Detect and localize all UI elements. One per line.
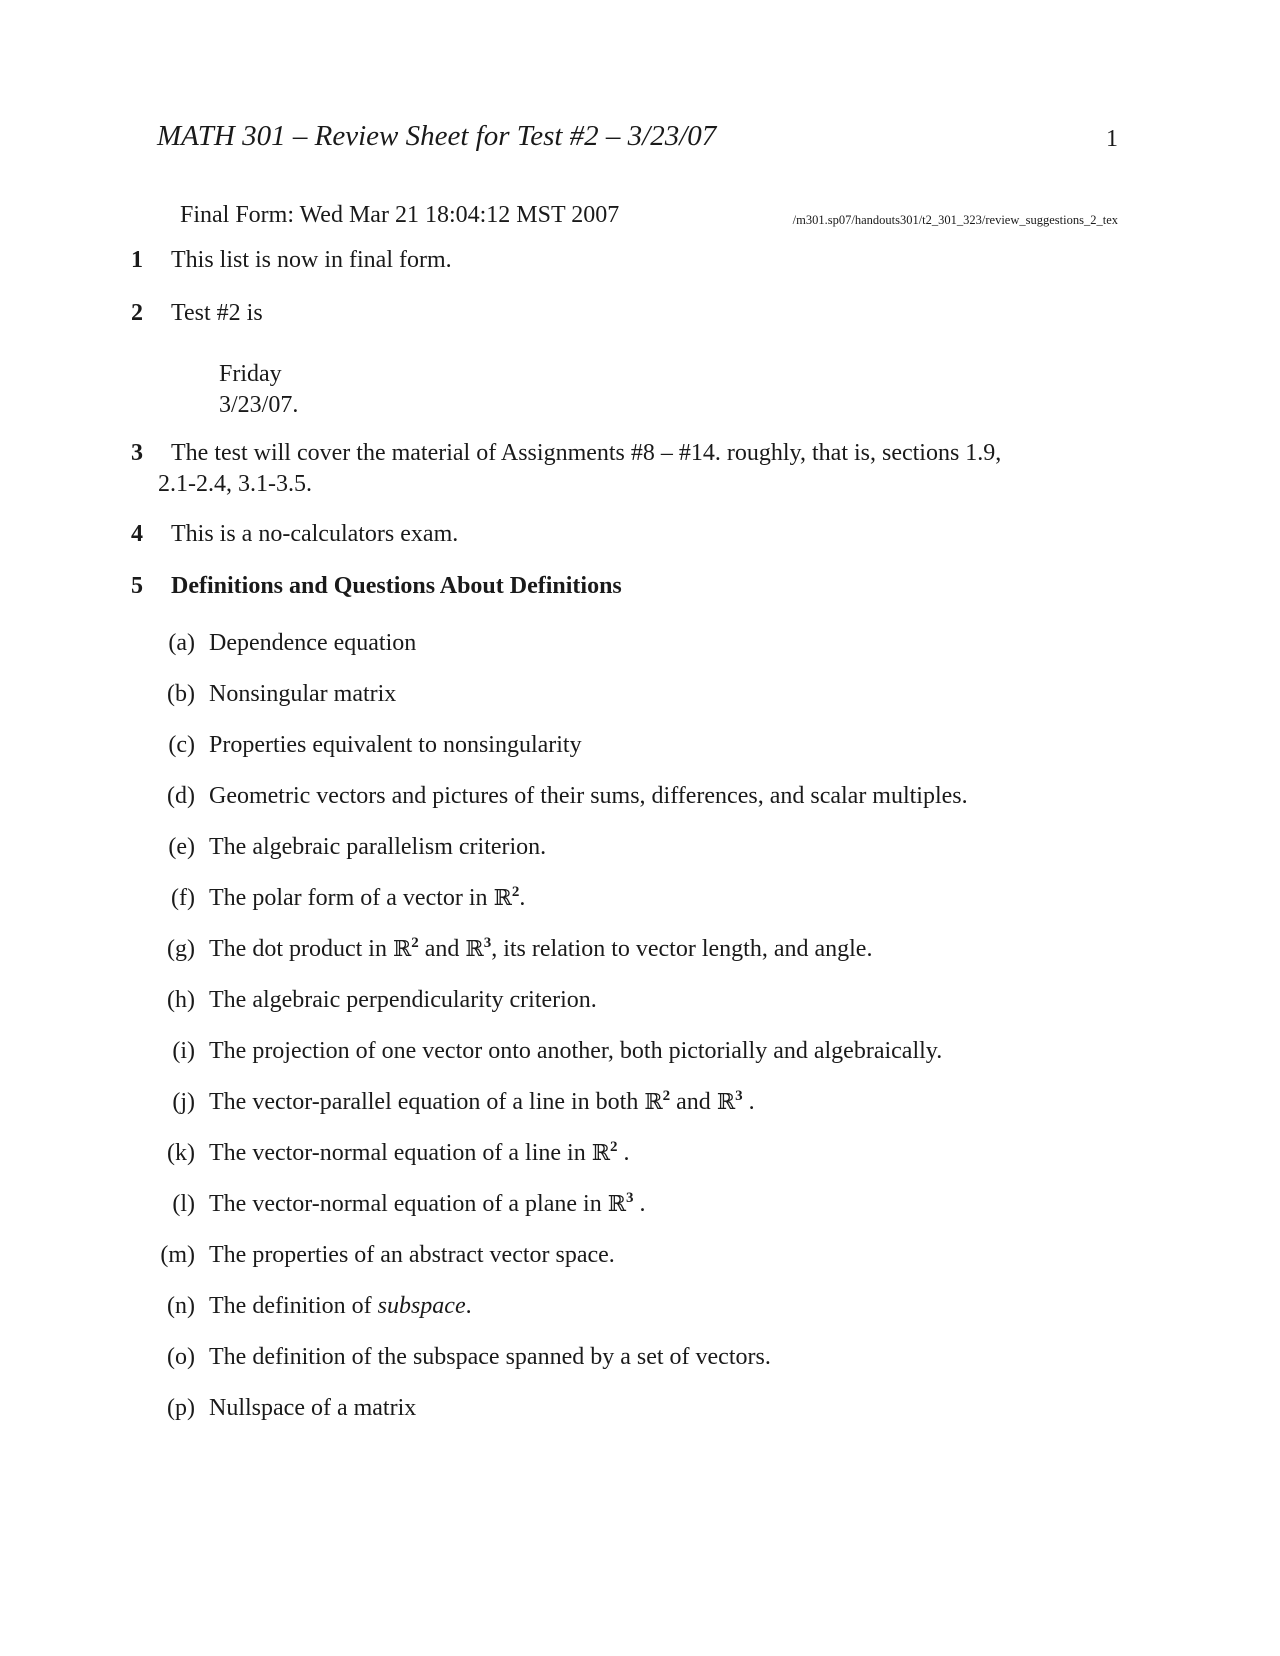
text-fragment: . <box>742 1089 755 1115</box>
definition-label: (n) <box>167 1293 195 1319</box>
definition-item-e <box>168 834 547 861</box>
definition-text <box>209 936 872 963</box>
text-fragment: . <box>519 885 526 911</box>
superscript: 2 <box>662 1088 671 1104</box>
item-text-line-2: 2.1-2.4, 3.1-3.5. <box>158 471 312 497</box>
definition-label: (e) <box>168 834 195 860</box>
definition-text: Geometric vectors and pictures of their sums, differences, and scalar multiples. <box>209 783 968 809</box>
text-fragment: . <box>617 1140 630 1166</box>
source-filepath: /m301.sp07/handouts301/t2_301_323/review_suggestions_2_tex <box>792 213 1118 227</box>
definition-text: Nullspace of a matrix <box>209 1395 417 1421</box>
real-numbers-symbol: ℝ <box>465 937 484 962</box>
definition-text: Properties equivalent to nonsingularity <box>209 732 582 758</box>
definition-item-f <box>171 884 526 912</box>
test-date: 3/23/07. <box>219 392 299 418</box>
definition-item-k <box>167 1139 630 1167</box>
emphasized-term: subspace <box>377 1293 466 1319</box>
definition-text: The algebraic parallelism criterion. <box>209 834 547 860</box>
definition-label: (p) <box>167 1395 195 1421</box>
item-number: 2 <box>131 300 143 326</box>
text-fragment: The dot product in <box>209 936 393 962</box>
section-heading <box>131 571 1121 602</box>
definition-text <box>209 1089 755 1116</box>
superscript: 3 <box>626 1190 634 1206</box>
definition-label: (l) <box>172 1191 195 1217</box>
item-text-line-1: The test will cover the material of Assignments #8 – #14. roughly, that is, sections 1.9, <box>171 440 1002 466</box>
text-fragment: The vector-normal equation of a plane in <box>209 1191 608 1217</box>
definition-item-d <box>167 783 968 810</box>
definition-item-i <box>172 1038 943 1065</box>
text-fragment: The vector-parallel equation of a line in both <box>209 1089 645 1115</box>
heading-text: Definitions and Questions About Definitions <box>171 573 622 599</box>
item-number: 1 <box>131 247 143 273</box>
test-day: Friday <box>219 361 282 387</box>
definition-item-j <box>172 1088 755 1116</box>
text-fragment: and <box>670 1089 717 1115</box>
definition-label: (g) <box>167 936 195 962</box>
definition-text: The projection of one vector onto another, both pictorially and algebraically. <box>209 1038 943 1064</box>
superscript: 3 <box>735 1088 743 1104</box>
item-text: This list is now in final form. <box>171 247 452 273</box>
definition-label: (j) <box>172 1089 195 1115</box>
text-fragment: The vector-normal equation of a line in <box>209 1140 592 1166</box>
definition-label: (o) <box>167 1344 195 1370</box>
item-number: 4 <box>131 521 143 547</box>
real-numbers-symbol: ℝ <box>392 937 412 962</box>
page-title: MATH 301 – Review Sheet for Test #2 – 3/23/07 <box>157 120 717 152</box>
definition-text <box>209 1293 472 1320</box>
definition-item-n <box>167 1293 472 1320</box>
superscript: 2 <box>411 935 419 951</box>
text-fragment: , its relation to vector length, and angle. <box>491 936 873 962</box>
real-numbers-symbol: ℝ <box>607 1192 626 1217</box>
item-text: This is a no-calculators exam. <box>171 521 459 547</box>
item-number: 3 <box>131 440 143 466</box>
definition-item-p <box>167 1395 417 1422</box>
definition-label: (h) <box>167 987 195 1013</box>
item-number: 5 <box>131 573 143 599</box>
text-fragment: . <box>633 1191 646 1217</box>
definition-item-a <box>168 630 417 657</box>
list-item-2 <box>131 298 1121 329</box>
test-date-block <box>219 359 298 421</box>
definition-text <box>209 1140 630 1167</box>
definition-label: (a) <box>168 630 195 656</box>
page-number: 1 <box>1106 126 1118 152</box>
text-fragment: The definition of <box>209 1293 378 1319</box>
definition-item-b <box>167 681 397 708</box>
list-item-3 <box>131 438 1121 500</box>
definition-text: The properties of an abstract vector space. <box>209 1242 615 1268</box>
definition-label: (k) <box>167 1140 195 1166</box>
definition-label: (c) <box>168 732 195 758</box>
definition-label: (d) <box>167 783 195 809</box>
definition-text: The definition of the subspace spanned by a set of vectors. <box>209 1344 771 1370</box>
definition-item-m <box>160 1242 615 1269</box>
definition-item-g <box>167 935 873 963</box>
definition-text: The algebraic perpendicularity criterion. <box>209 987 597 1013</box>
text-fragment: and <box>418 936 466 962</box>
list-item-4 <box>131 519 1121 550</box>
real-numbers-symbol: ℝ <box>493 886 512 911</box>
real-numbers-symbol: ℝ <box>591 1141 611 1166</box>
definition-item-l <box>172 1190 646 1218</box>
definition-label: (m) <box>160 1242 195 1268</box>
list-item-1 <box>131 245 1121 276</box>
definition-text <box>209 885 525 912</box>
superscript: 2 <box>610 1139 618 1155</box>
text-fragment: . <box>465 1293 472 1319</box>
definition-label: (i) <box>172 1038 195 1064</box>
definition-text: Nonsingular matrix <box>209 681 397 707</box>
real-numbers-symbol: ℝ <box>716 1090 736 1115</box>
definition-text: Dependence equation <box>209 630 417 656</box>
superscript: 2 <box>511 884 520 900</box>
definition-text <box>209 1191 646 1218</box>
definition-item-h <box>167 987 597 1014</box>
definition-label: (b) <box>167 681 195 707</box>
text-fragment: The polar form of a vector in <box>209 885 494 911</box>
superscript: 3 <box>483 935 492 951</box>
real-numbers-symbol: ℝ <box>644 1090 663 1115</box>
final-form-timestamp: Final Form: Wed Mar 21 18:04:12 MST 2007 <box>180 202 620 228</box>
definition-label: (f) <box>171 885 195 911</box>
definition-item-c <box>168 732 582 759</box>
item-text: Test #2 is <box>171 300 263 326</box>
definition-item-o <box>167 1344 771 1371</box>
